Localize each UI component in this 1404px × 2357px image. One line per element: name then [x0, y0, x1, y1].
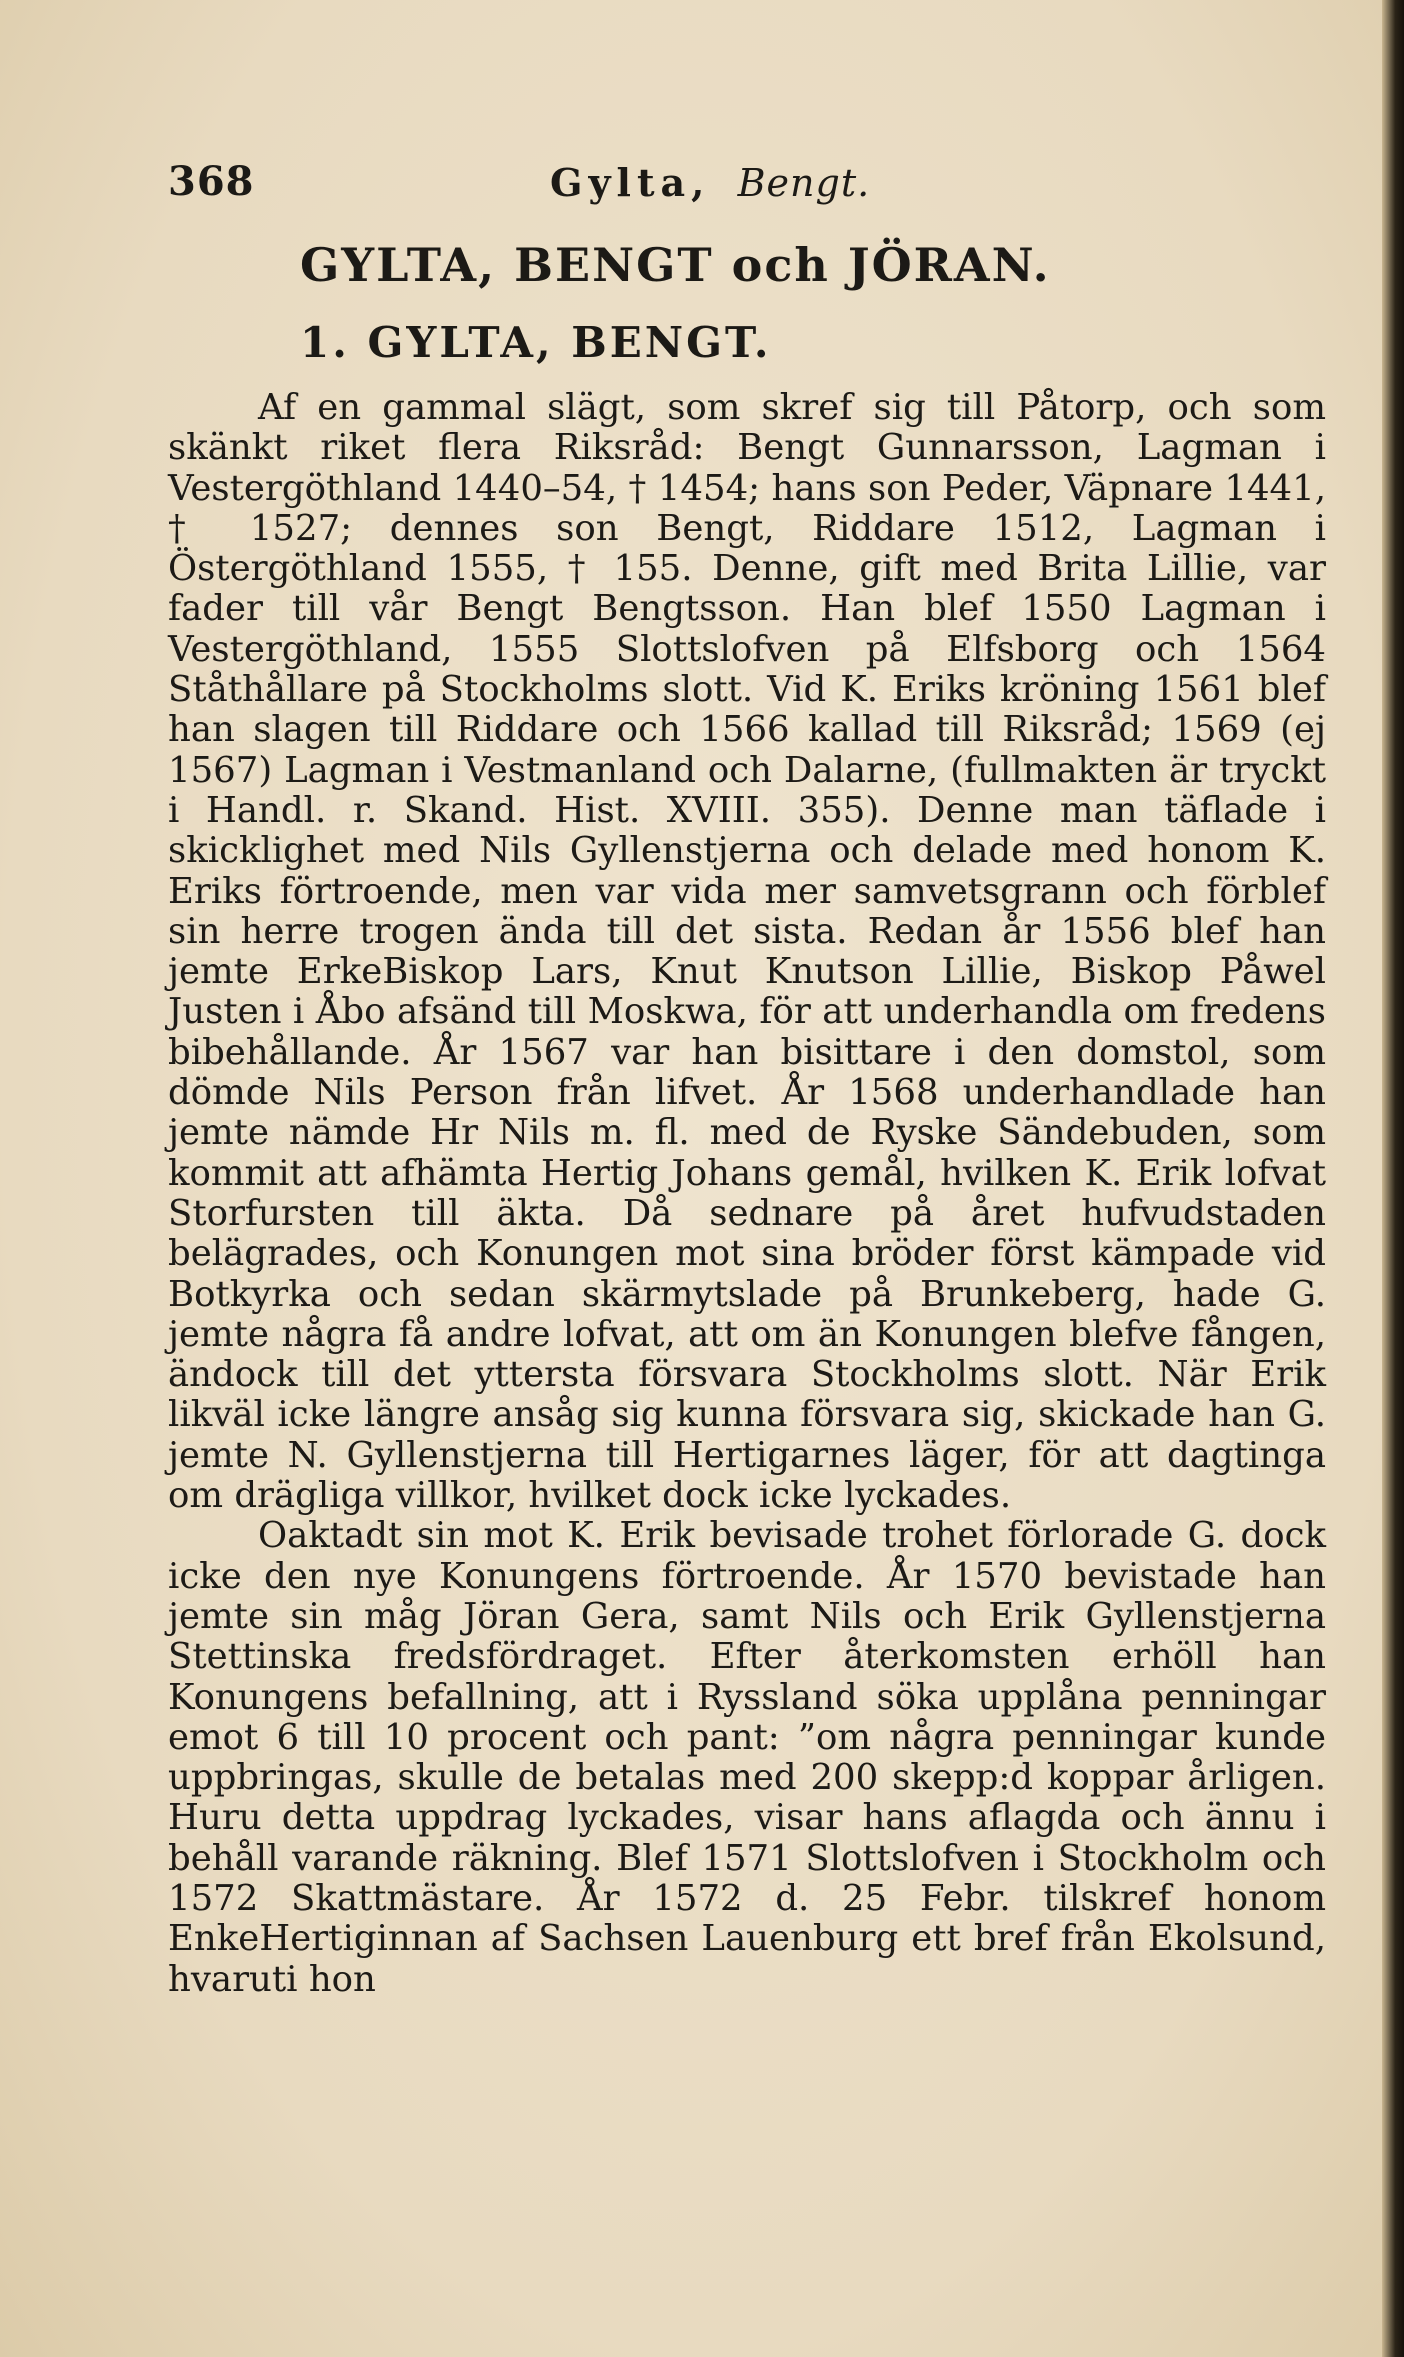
- running-head-given-name: Bengt.: [737, 161, 871, 205]
- page-binding-edge: [1382, 0, 1404, 2357]
- paragraph-1: Af en gammal slägt, som skref sig till Påtorp, och som skänkt riket flera Riksråd: Bengt Gunnarsson, Lagman i Vestergöthland 1440–54, † 1454; hans son Peder, Väpnare 1441, † 1527; dennes son Bengt, Riddare 1512, Lagman i Östergöthland 1555, † 155. Denne, gift med Brita Lillie, var fader till vår Bengt Bengtsson. Han blef 1550 Lagman i Vestergöthland, 1555 Slottslofven på Elfsborg och 1564 Ståthållare på Stockholms slott. Vid K. Eriks kröning 1561 blef han slagen till Riddare och 1566 kallad till Riksråd; 1569 (ej 1567) Lagman i Vestmanland och Dalarne, (fullmakten är tryckt i Handl. r. Skand. Hist. XVIII. 355). Denne man täflade i skicklighet med Nils Gyllenstjerna och delade med honom K. Eriks förtroende, men var vida mer samvetsgrann och förblef sin herre trogen ända till det sista. Redan år 1556 blef han jemte ErkeBiskop Lars, Knut Knutson Lillie, Biskop Påwel Justen i Åbo afsänd till Moskwa, för att underhandla om fredens bibehållande. År 1567 var han bisittare i den domstol, som dömde Nils Person från lifvet. År 1568 underhandlade han jemte nämde Hr Nils m. fl. med de Ryske Sändebuden, som kommit att afhämta Hertig Johans gemål, hvilken K. Erik lofvat Storfursten till äkta. Då sednare på året hufvudstaden belägrades, och Konungen mot sina bröder först kämpade vid Botkyrka och sedan skärmytslade på Brunkeberg, hade G. jemte några få andre lofvat, att om än Konungen blefve fången, ändock till det yttersta försvara Stockholms slott. När Erik likväl icke längre ansåg sig kunna försvara sig, skickade han G. jemte N. Gyllenstjerna till Hertigarnes läger, för att dagtinga om drägliga villkor, hvilket dock icke lyckades.: [168, 387, 1326, 1517]
- paragraph-2: Oaktadt sin mot K. Erik bevisade trohet förlorade G. dock icke den nye Konungens förtroende. År 1570 bevistade han jemte sin måg Jöran Gera, samt Nils och Erik Gyllenstjerna Stettinska fredsfördraget. Efter återkomsten erhöll han Konungens befallning, att i Ryssland söka upplåna penningar emot 6 till 10 procent och pant: ”om några penningar kunde uppbringas, skulle de betalas med 200 skepp:d koppar årligen. Huru detta uppdrag lyckades, visar hans aflagda och ännu i behåll varande räkning. Blef 1571 Slottslofven i Stockholm och 1572 Skattmästare. År 1572 d. 25 Febr. tilskref honom EnkeHertiginnan af Sachsen Lauenburg ett bref från Ekolsund, hvaruti hon: [168, 1515, 1326, 2000]
- running-head: [550, 160, 870, 205]
- article-title: GYLTA, BENGT och JÖRAN.: [300, 238, 1051, 292]
- page-header: [168, 158, 1318, 218]
- entry-heading: 1. GYLTA, BENGT.: [300, 318, 772, 367]
- running-head-surname: Gylta,: [550, 160, 711, 205]
- article-body: [168, 388, 1326, 2000]
- page-number: 368: [168, 158, 255, 205]
